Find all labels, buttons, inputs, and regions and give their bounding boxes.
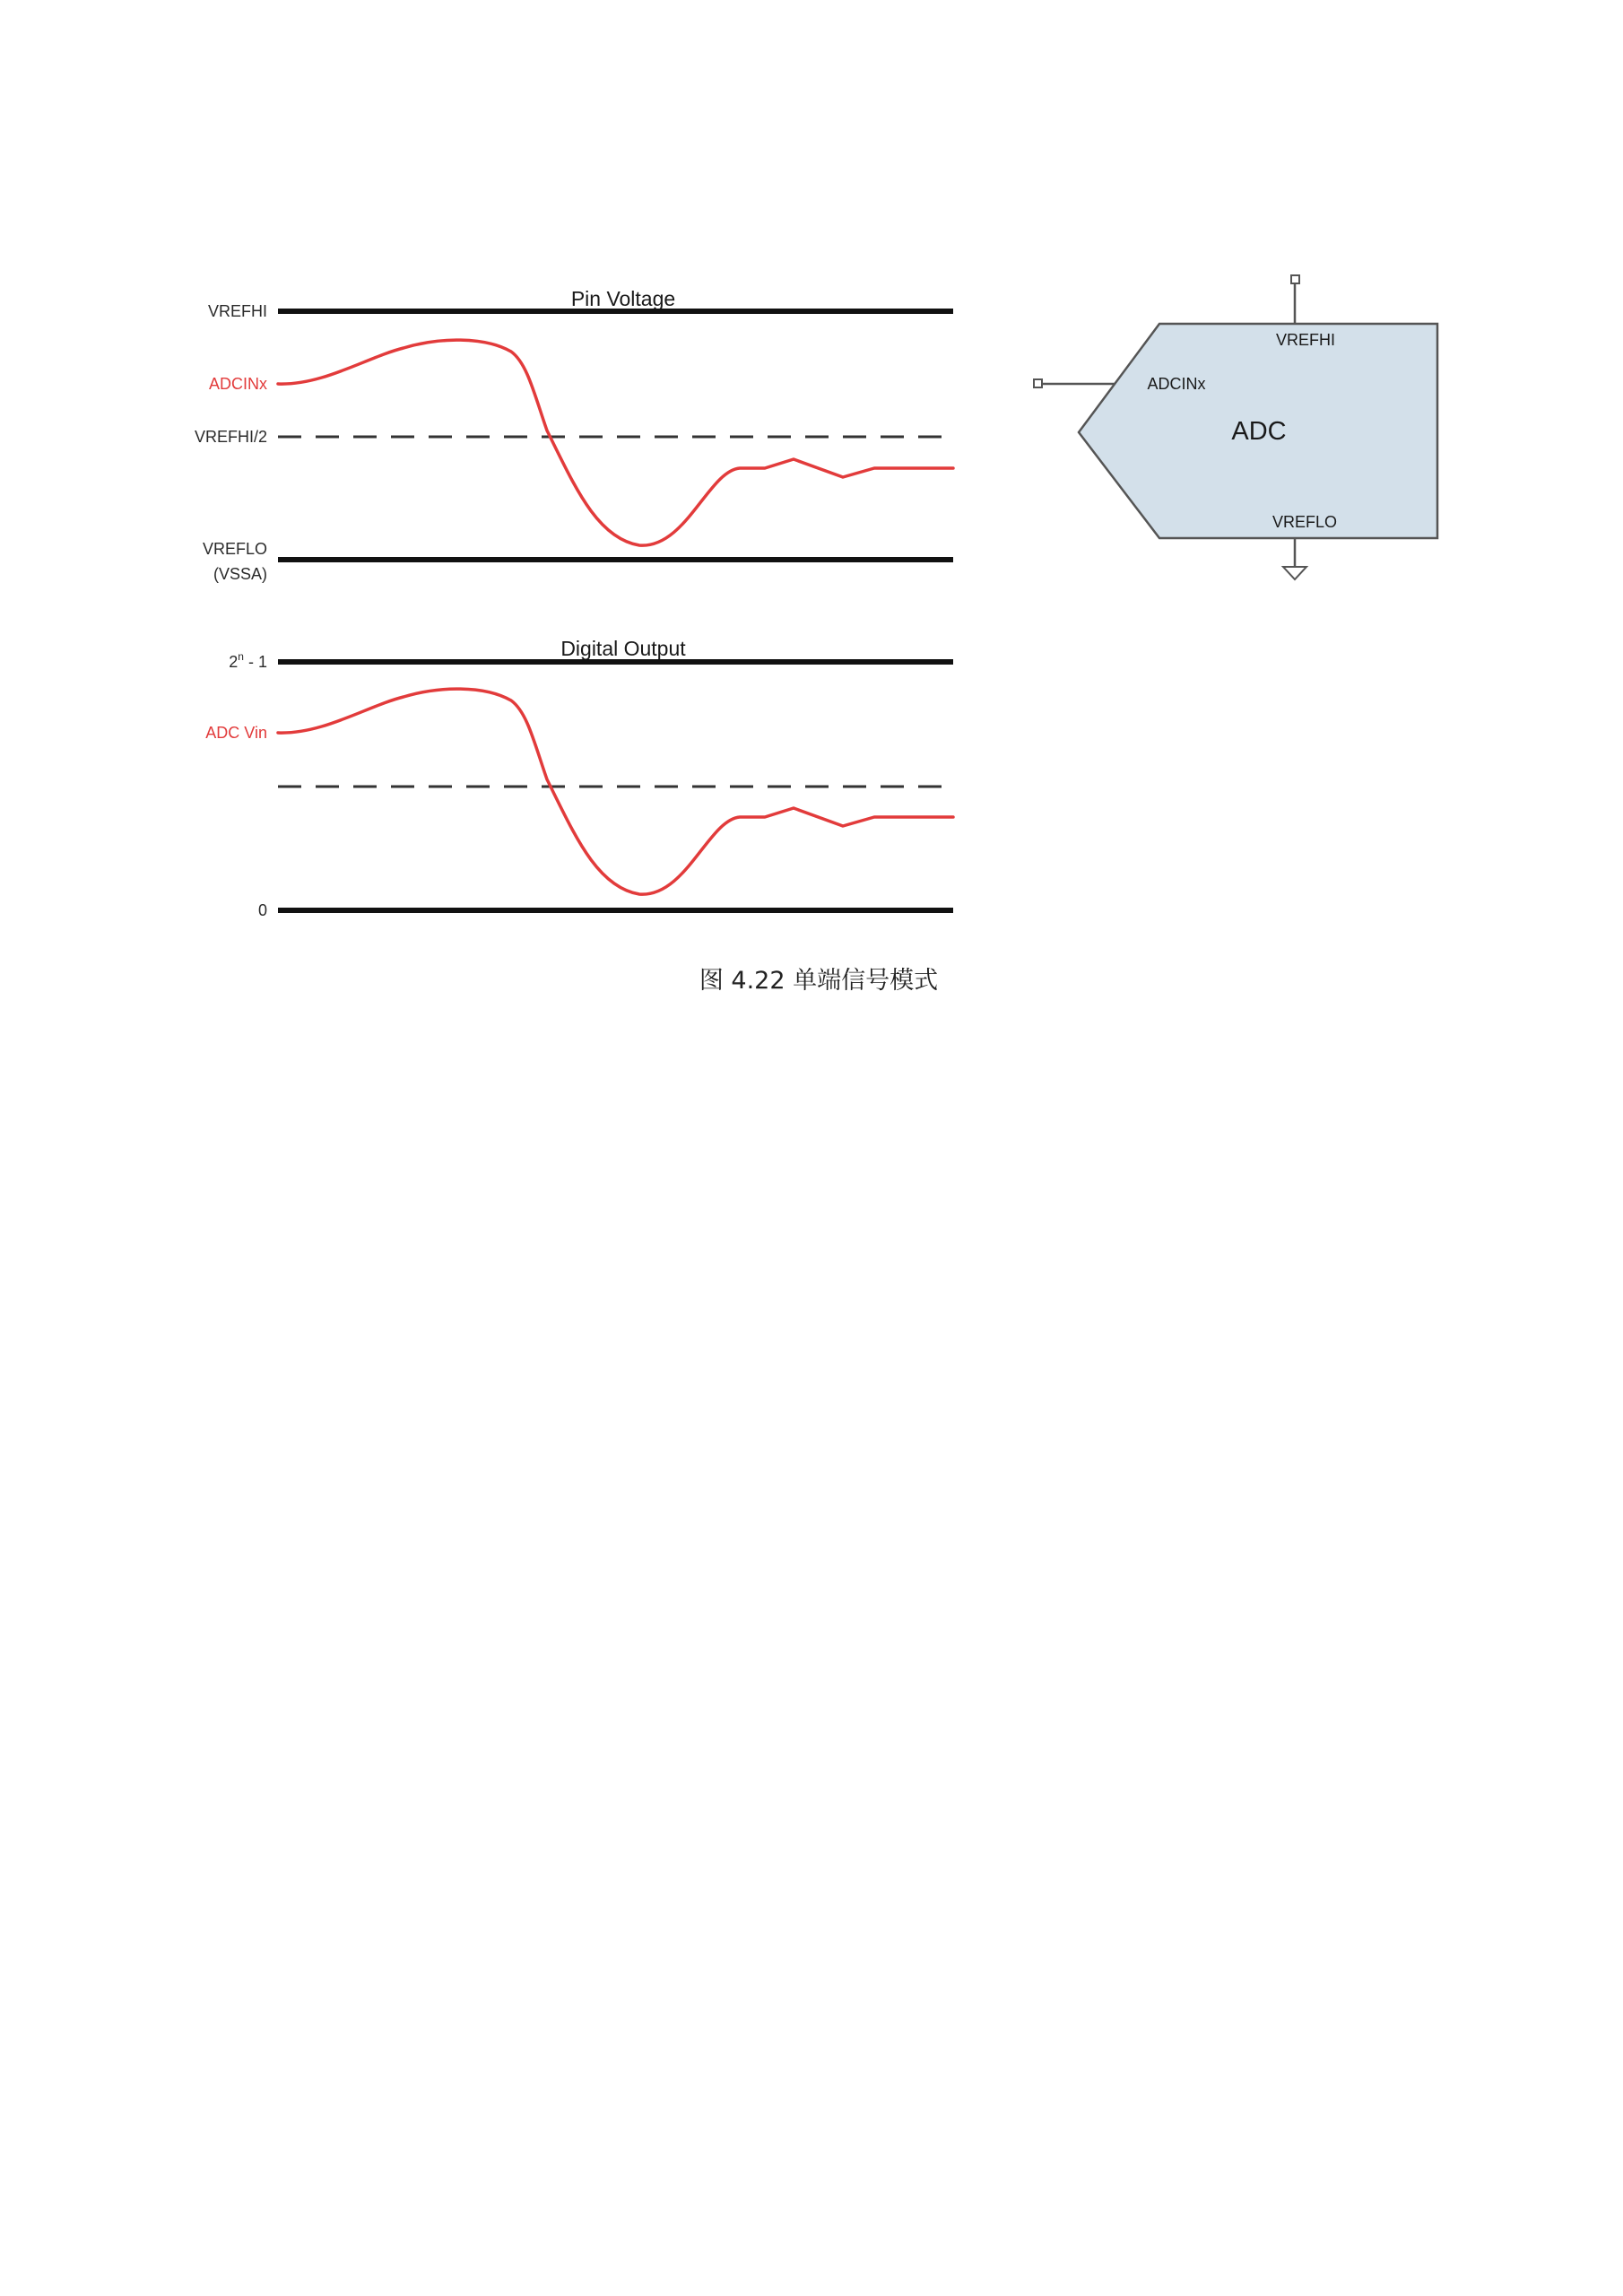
adc-vreflo-pin-label: VREFLO [1271, 513, 1338, 531]
ground-icon [1283, 567, 1306, 579]
vssa-label: (VSSA) [213, 565, 267, 583]
pin-voltage-title: Pin Voltage [570, 287, 676, 310]
half-reference-label: VREFHI/2 [194, 428, 267, 446]
vreflo-label: VREFLO [202, 540, 267, 558]
adc-input-pin-label: ADCINx [1147, 375, 1206, 393]
zero-code-label: 0 [257, 901, 267, 919]
vrefhi-terminal [1291, 275, 1299, 283]
vrefhi-label: VREFHI [207, 302, 267, 320]
adc-block-diagram [1034, 275, 1437, 579]
adc-vrefhi-pin-label: VREFHI [1275, 331, 1336, 349]
adc-title: ADC [1231, 417, 1287, 446]
adcin-signal-curve [278, 340, 953, 545]
adcin-label: ADCINx [208, 375, 267, 393]
digital-output-title: Digital Output [560, 637, 686, 660]
max-code-label: 2$^n$ - 1 [229, 650, 267, 671]
adc-vin-label: ADC Vin [205, 724, 267, 742]
adc-vin-signal-curve [278, 689, 953, 894]
adcin-terminal [1034, 379, 1042, 387]
figure-caption: 图 4.22 单端信号模式 [699, 967, 939, 995]
pin-voltage-panel [195, 287, 953, 583]
digital-output-panel [205, 637, 953, 919]
